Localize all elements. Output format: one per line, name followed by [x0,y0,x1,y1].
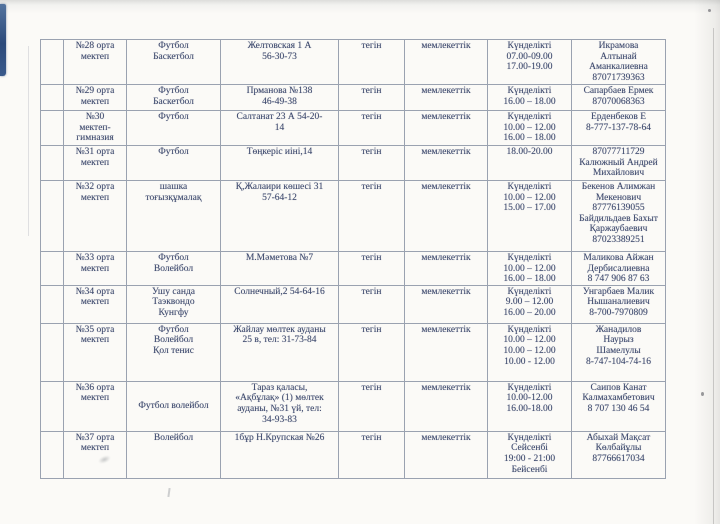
cell-line: Калюжный Андрей [579,157,658,168]
schedule-cell [488,431,572,478]
cell-line: 8-777-137-78-64 [586,122,651,133]
fee-cell: тегін [339,85,405,111]
cell-line: Баскетбол [153,51,194,62]
cell-line: Күнделікті [507,182,552,192]
contact-cell [572,323,666,381]
cell-line: 87070068363 [592,96,645,107]
cell-line: Сапарбаев Ермек [583,86,654,96]
cell-line: Баскетбол [153,96,194,107]
fee-cell: тегін [339,381,405,431]
cell-line: 25 в, тел: 31-73-84 [242,335,317,346]
school-cell [64,111,127,146]
table-row [41,85,666,111]
sports-schools-table [40,39,666,479]
cell-line: 16.00 – 18.00 [503,274,556,285]
cell-line: Тараз қаласы, [251,382,308,393]
cell-line: Мекенович [595,192,642,203]
cell-line: Алтынай [600,51,637,62]
cell-line: 56-30-73 [262,51,297,62]
cell-line: №31 орта [75,147,115,157]
table-row [41,181,666,252]
schedule-cell [488,252,572,286]
fee-cell: тегін [339,181,405,252]
cell-line: Байдильдаев Бахыт [579,213,658,224]
address-cell [221,146,339,181]
cell-line: 16.00 – 18.00 [503,96,556,107]
cell-line: Футбол волейбол [138,401,209,412]
cell-line: 10.00 – 12.00 [503,345,556,356]
cell-line: Маликова Айжан [583,253,654,263]
cell-line: Волейбол [153,432,194,443]
cell-line: №32 орта [75,182,115,192]
contact-cell [572,252,666,286]
cell-line: Саипов Канат [590,382,647,393]
cell-line: «Ақбұлақ» (1) мөлтек [235,393,324,404]
cell-line: Аманкалиевна [589,62,648,73]
cell-line: 14 [274,122,285,133]
contact-cell [572,85,666,111]
cell-line: Футбол [158,41,189,51]
cell-line: Калмахамбетович [582,393,655,404]
table-row [41,146,666,181]
cell-line: 87077711729 [592,147,645,157]
cell-line: 10.00 – 12.00 [503,335,556,346]
cell-line: №28 орта [75,41,115,51]
table-row [41,252,666,286]
ownership-cell: мемлекеттік [405,146,488,181]
address-cell [221,323,339,381]
scan-speck [708,9,711,12]
cell-line: 10.00 – 12.00 [503,122,556,133]
cell-line: 87023389251 [592,234,645,245]
cell-line: тоғызқұмалақ [145,192,202,203]
contact-cell [572,146,666,181]
cell-line: Қ,Жалаири көшесі 31 [235,182,324,192]
address-cell [221,252,339,286]
cell-line: Нышаналиевич [587,297,650,308]
cell-line: 8 747 906 87 63 [587,274,650,285]
sport-cell [127,252,221,286]
cell-line: №34 орта [75,286,115,297]
cell-line: мектеп [80,335,110,346]
cell-line: 17.00-19.00 [506,62,553,73]
cell-line: 07.00-09.00 [506,51,553,62]
address-cell [221,111,339,146]
schedule-cell [488,146,572,181]
scan-crease [28,46,29,236]
row-num-cell [41,252,64,286]
table-body [41,40,666,479]
cell-line: Күнделікті [507,286,552,297]
cell-line: Желтовская 1 А [247,41,312,51]
row-num-cell [41,181,64,252]
ownership-cell: мемлекеттік [405,323,488,381]
contact-cell [572,431,666,478]
contact-cell [572,381,666,431]
cell-line: 10.00 – 12.00 [503,192,556,203]
sport-cell [127,285,221,323]
sport-cell [127,111,221,146]
cell-line: Бекенов Алимжан [581,182,656,192]
cell-line: Бейсенбі [511,464,548,475]
cell-line: 87071739363 [592,72,645,83]
cell-line: 87776139055 [592,203,645,214]
cell-line: Салтанат 23 А 54-20- [236,112,323,122]
schedule-cell [488,285,572,323]
sport-cell [127,40,221,85]
cell-line: мектеп [80,263,110,274]
cell-line: Ерденбеков Е [590,112,647,122]
cell-line: ауданы, №31 үй, тел: [237,403,322,414]
contact-cell [572,181,666,252]
cell-line: Күнделікті [507,432,552,443]
cell-line: 15.00 – 17.00 [503,203,556,214]
school-cell [64,285,127,323]
cell-line: гимназия [76,133,114,144]
cell-line: 87766617034 [592,453,645,464]
scan-speck [701,392,704,396]
cell-line: Абыхай Мақсат [586,432,651,443]
fee-cell: тегін [339,40,405,85]
address-cell [221,431,339,478]
sport-cell [127,146,221,181]
fee-cell: тегін [339,111,405,146]
cell-line: Прманова №138 [246,86,313,96]
school-cell [64,85,127,111]
fee-cell: тегін [339,431,405,478]
school-cell [64,181,127,252]
school-cell [64,252,127,286]
row-num-cell [41,85,64,111]
cell-line: Кунгфу [158,307,189,318]
cell-line: Жайлау мөлтек ауданы [233,324,326,335]
cell-line: Футбол [158,147,189,157]
ownership-cell: мемлекеттік [405,181,488,252]
table-row [41,323,666,381]
cell-line: Волейбол [153,263,194,274]
cell-line: мектеп [80,443,110,454]
cell-line: №35 орта [75,324,115,335]
cell-line: Көлбайұлы [595,443,642,454]
cell-line: мектеп [80,192,110,203]
cell-line: Ушу санда [151,286,195,297]
cell-line: мектеп [80,51,110,62]
cell-line: Қаржаубаевич [589,224,648,235]
cell-line: Күнделікті [507,253,552,263]
row-num-cell [41,323,64,381]
row-num-cell [41,381,64,431]
cell-line: Футбол [158,324,189,335]
cell-line: Икрамова [598,41,639,51]
cell-line: 1бұр Н.Крупская №26 [234,432,325,443]
school-cell [64,146,127,181]
cell-line: Сейсенбі [511,443,548,454]
cell-line: Футбол [158,86,189,96]
cell-line: №37 орта [75,432,115,443]
cell-line: 16.00-18.00 [506,403,553,414]
school-cell [64,323,127,381]
cell-line: 10.00 - 12.00 [504,356,555,367]
address-cell [221,381,339,431]
ownership-cell: мемлекеттік [405,111,488,146]
cell-line: №30 [85,112,105,122]
cell-line: Күнделікті [507,324,552,335]
fee-cell: тегін [339,285,405,323]
cell-line: Төңкеріс иіні,14 [246,147,313,157]
address-cell [221,85,339,111]
cell-line: 8 707 130 46 54 [587,403,650,414]
cell-line: Солнечный,2 54-64-16 [234,286,325,297]
table-row [41,111,666,146]
ownership-cell: мемлекеттік [405,285,488,323]
cell-line: №33 орта [75,253,115,263]
sport-cell [127,181,221,252]
cell-line: мектеп [80,96,110,107]
school-cell [64,381,127,431]
cell-line: мектеп [80,157,110,168]
fee-cell: тегін [339,252,405,286]
cell-line: шашка [159,182,188,192]
cell-line: Михайлович [592,168,645,179]
ownership-cell: мемлекеттік [405,252,488,286]
cell-line: мектеп [80,297,110,308]
sport-cell [127,85,221,111]
page-right-shade [694,0,720,524]
cell-line: 9.00 – 12.00 [505,297,554,308]
ownership-cell: мемлекеттік [405,85,488,111]
cell-line: 10.00-12.00 [506,393,553,404]
cell-line: 8-700-7970809 [589,307,648,318]
fee-cell: тегін [339,146,405,181]
address-cell [221,181,339,252]
ownership-cell: мемлекеттік [405,431,488,478]
cell-line: Жанадилов [595,324,642,335]
cell-line: Шамелулы [596,345,641,356]
cell-line: Дербисалиевна [587,263,650,274]
sport-cell [127,431,221,478]
row-num-cell [41,146,64,181]
schedule-cell [488,181,572,252]
cell-line: 19:00 - 21:00 [503,453,556,464]
table-row [41,431,666,478]
row-num-cell [41,111,64,146]
school-cell [64,40,127,85]
cell-line: Волейбол [153,335,194,346]
cell-line: 10.00 – 12.00 [503,263,556,274]
school-cell [64,431,127,478]
table-row [41,381,666,431]
cell-line: 34-93-83 [262,414,297,425]
cell-line: мектеп [80,393,110,404]
schedule-cell [488,85,572,111]
schedule-cell [488,111,572,146]
cell-line: 8-747-104-74-16 [586,356,651,367]
binder-strip [0,4,6,76]
table-row [41,285,666,323]
row-num-cell [41,285,64,323]
ownership-cell: мемлекеттік [405,381,488,431]
row-num-cell [41,40,64,85]
cell-line: Таэквондо [152,297,195,308]
cell-line: М.Мәметова №7 [245,253,314,263]
cell-line: Футбол [158,253,189,263]
cell-line: Футбол [158,112,189,122]
schedule-cell [488,323,572,381]
cell-line: Наурыз [603,335,634,346]
cell-line: Күнделікті [507,382,552,393]
cell-line: 16.00 – 20.00 [503,307,556,318]
ownership-cell: мемлекеттік [405,40,488,85]
cell-line: Күнделікті [507,41,552,51]
row-num-cell [41,431,64,478]
sport-cell [127,323,221,381]
cell-line: Күнделікті [507,112,552,122]
address-cell [221,40,339,85]
cell-line: Унгарбаев Малик [582,286,655,297]
cell-line: Қол тенис [153,345,194,356]
contact-cell [572,285,666,323]
cell-line: Күнделікті [507,86,552,96]
sport-cell [127,381,221,431]
cell-line: 46-49-38 [262,96,297,107]
cell-line: №36 орта [75,382,115,393]
fee-cell: тегін [339,323,405,381]
address-cell [221,285,339,323]
table-row [41,40,666,85]
cell-line: 57-64-12 [262,192,297,203]
cell-line: 16.00 – 18.00 [503,133,556,144]
page-right-edge [713,28,714,524]
cell-line: №29 орта [75,86,115,96]
contact-cell [572,40,666,85]
schedule-cell [488,40,572,85]
contact-cell [572,111,666,146]
schedule-cell [488,381,572,431]
cell-line: 18.00-20.00 [506,147,553,157]
cell-line: мектеп- [79,122,111,133]
